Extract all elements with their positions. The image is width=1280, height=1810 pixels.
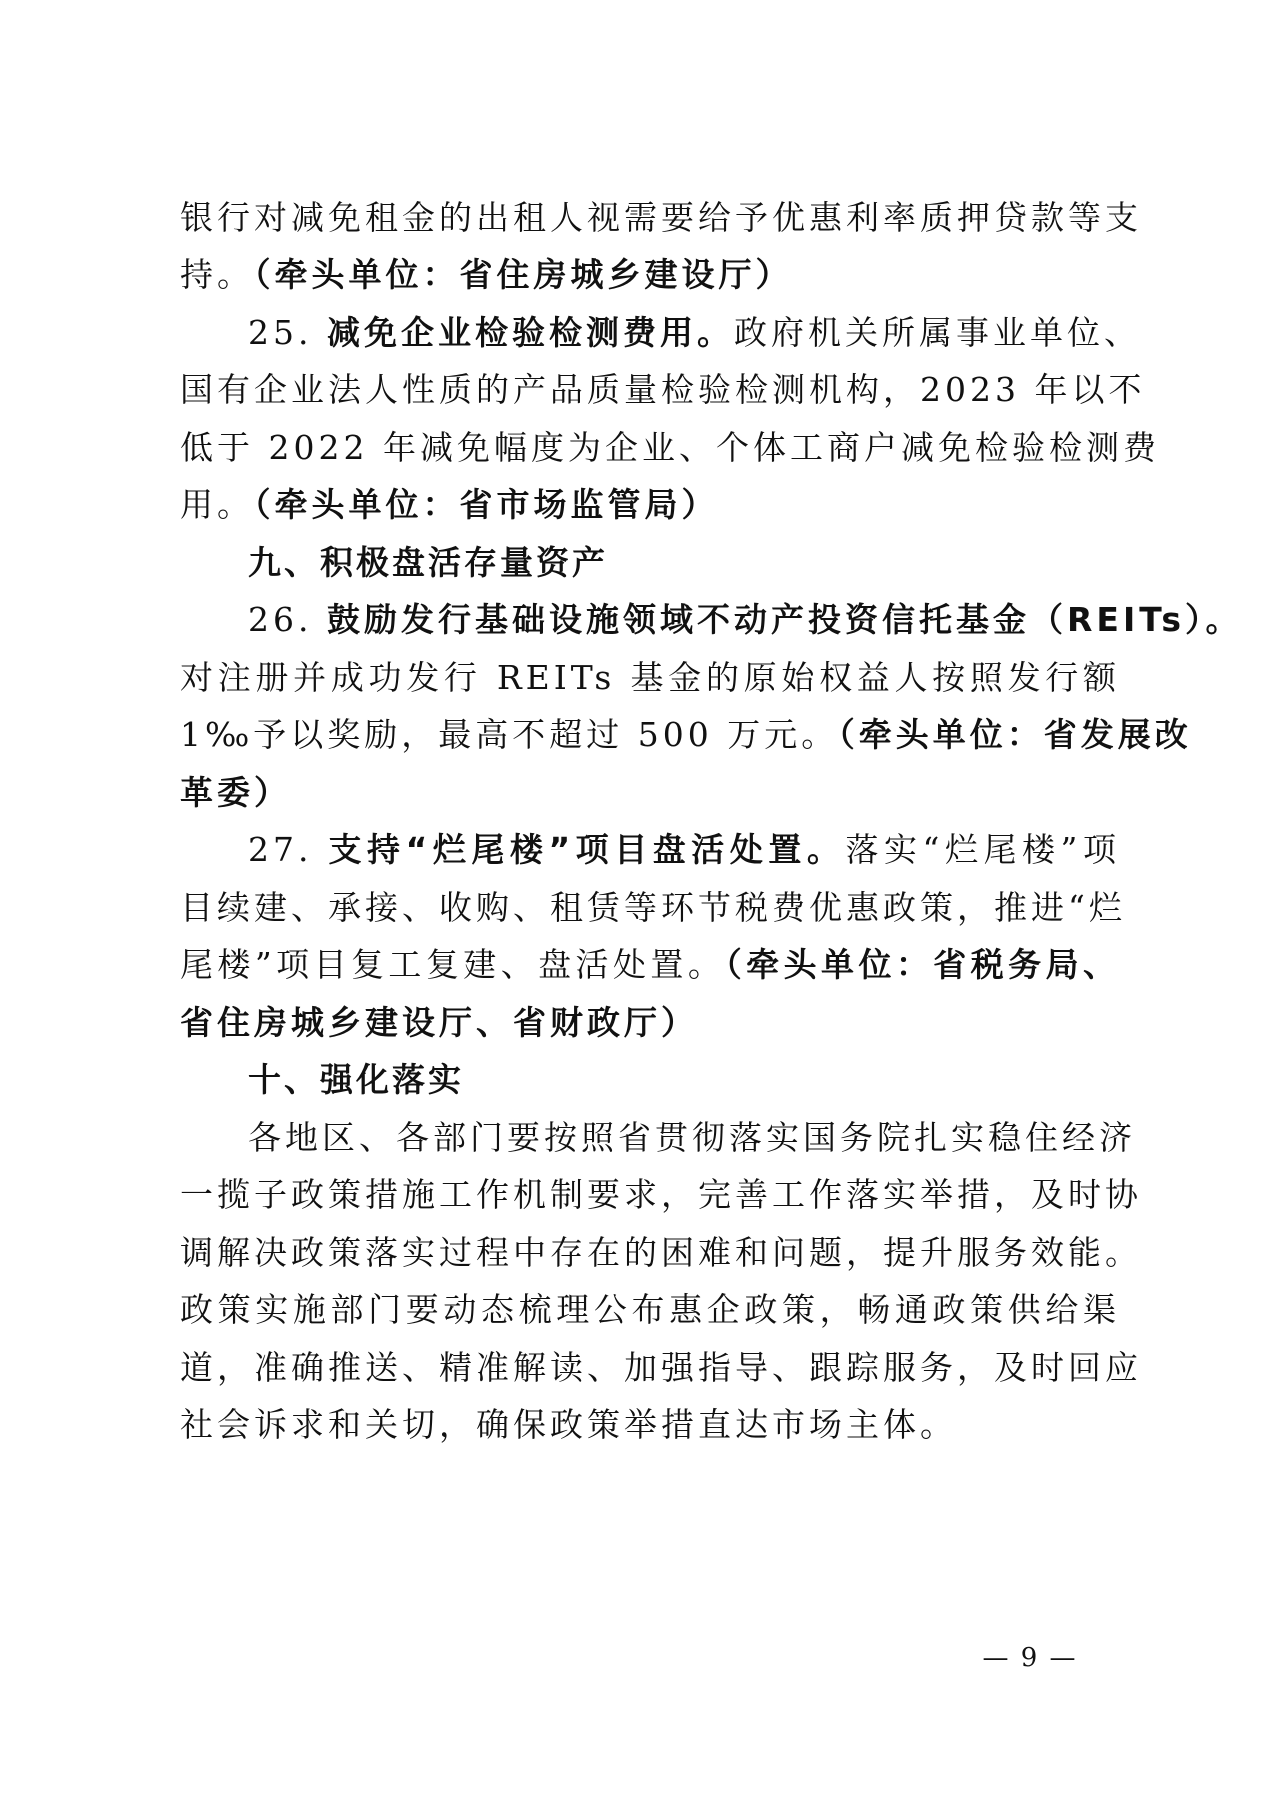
section-heading-text: 十、强化落实	[248, 1060, 464, 1099]
item-25-line	[248, 313, 1141, 353]
line-text: 1‰予以奖励，最高不超过 500 万元。	[180, 715, 839, 754]
item-27-line	[248, 830, 1120, 870]
body-line	[180, 1405, 1120, 1445]
lead-unit-note: 省住房城乡建设厅、省财政厅）	[180, 1003, 698, 1042]
section-heading-9	[248, 543, 1120, 583]
body-line	[248, 1118, 1136, 1158]
line-text: 用。	[180, 485, 254, 524]
item-title: 减免企业检验检测费用。	[326, 313, 734, 352]
body-line	[180, 370, 1146, 410]
item-title: 支持“烂尾楼”项目盘活处置。	[328, 830, 846, 869]
line-text: 各地区、各部门要按照省贯彻落实国务院扎实稳住经济	[248, 1118, 1136, 1157]
body-line	[180, 198, 1142, 238]
body-line	[180, 945, 1120, 985]
line-text: 尾楼”项目复工复建、盘活处置。	[180, 945, 726, 984]
body-line	[180, 1348, 1142, 1388]
item-number: 27.	[248, 830, 329, 869]
line-text: 一揽子政策措施工作机制要求，完善工作落实举措，及时协	[180, 1175, 1142, 1214]
page-number: — 9 —	[982, 1643, 1078, 1673]
lead-unit-note: 革委）	[180, 773, 291, 812]
body-line	[180, 658, 1120, 698]
item-title: 鼓励发行基础设施领域不动产投资信托基金（REITs）。	[326, 600, 1243, 639]
line-text: 调解决政策落实过程中存在的困难和问题，提升服务效能。	[180, 1233, 1142, 1272]
item-number: 26.	[248, 600, 327, 639]
line-text: 银行对减免租金的出租人视需要给予优惠利率质押贷款等支	[180, 198, 1142, 237]
item-26-line	[248, 600, 1243, 640]
line-text: 落实“烂尾楼”项	[845, 830, 1120, 869]
line-text: 社会诉求和关切，确保政策举措直达市场主体。	[180, 1405, 957, 1444]
line-text: 对注册并成功发行 REITs 基金的原始权益人按照发行额	[180, 658, 1120, 697]
line-text: 低于 2022 年减免幅度为企业、个体工商户减免检验检测费	[180, 428, 1160, 467]
lead-unit-note: （牵头单位：省市场监管局）	[254, 485, 719, 524]
line-text: 持。	[180, 255, 254, 294]
body-line	[180, 715, 1192, 755]
section-heading-text: 九、积极盘活存量资产	[248, 543, 608, 582]
body-line	[180, 485, 1120, 525]
body-line	[180, 428, 1160, 468]
line-text: 国有企业法人性质的产品质量检验检测机构，2023 年以不	[180, 370, 1146, 409]
body-line	[180, 1233, 1142, 1273]
body-line	[180, 1003, 1120, 1043]
lead-unit-note: （牵头单位：省发展改	[838, 715, 1192, 754]
body-line	[180, 888, 1126, 928]
line-text: 政府机关所属事业单位、	[733, 313, 1141, 352]
lead-unit-note: （牵头单位：省税务局、	[725, 945, 1121, 984]
section-heading-10	[248, 1060, 1120, 1100]
body-line	[180, 255, 1120, 295]
line-text: 目续建、承接、收购、租赁等环节税费优惠政策，推进“烂	[180, 888, 1126, 927]
lead-unit-note: （牵头单位：省住房城乡建设厅）	[254, 255, 793, 294]
body-line	[180, 1290, 1120, 1330]
body-line	[180, 773, 1120, 813]
line-text: 政策实施部门要动态梳理公布惠企政策，畅通政策供给渠	[180, 1290, 1120, 1329]
body-line	[180, 1175, 1142, 1215]
item-number: 25.	[248, 313, 327, 352]
line-text: 道，准确推送、精准解读、加强指导、跟踪服务，及时回应	[180, 1348, 1142, 1387]
